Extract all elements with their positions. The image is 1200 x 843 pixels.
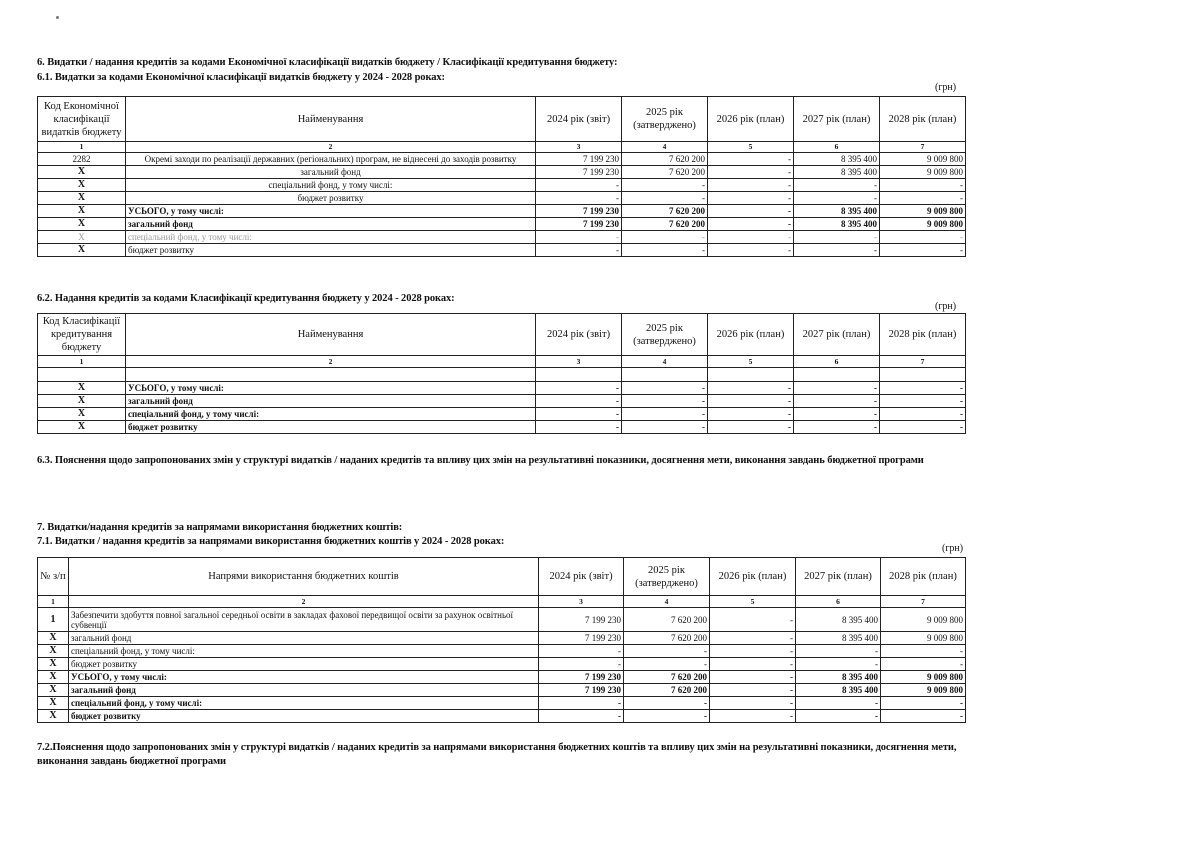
index-cell: 7	[880, 142, 966, 153]
value-2028: -	[880, 395, 966, 408]
table-row-total	[38, 205, 966, 218]
page-mark	[56, 16, 59, 19]
direction-cell: УСЬОГО, у тому числі:	[69, 671, 539, 684]
value-2027: -	[796, 710, 881, 723]
value-2025: -	[624, 710, 710, 723]
value-2025: -	[622, 421, 708, 434]
direction-cell: загальний фонд	[69, 632, 539, 645]
table-row	[38, 153, 966, 166]
header-2027: 2027 рік (план)	[796, 558, 881, 596]
value-2027: 8 395 400	[796, 684, 881, 697]
value-2028: -	[880, 408, 966, 421]
direction-cell: Забезпечити здобуття повної загальної середньої освіти в закладах фахової передвищої освіти за рахунок освітньої субвенції	[69, 608, 539, 632]
header-name: Найменування	[126, 314, 536, 356]
number-cell: X	[38, 658, 69, 671]
value-2027: -	[794, 244, 880, 257]
value-2024: -	[539, 710, 624, 723]
value-2025: -	[622, 179, 708, 192]
direction-cell: бюджет розвитку	[69, 658, 539, 671]
value-2026: -	[710, 671, 796, 684]
header-2025: 2025 рік (затверджено)	[622, 97, 708, 142]
name-cell: спеціальний фонд, у тому числі:	[126, 408, 536, 421]
value-2026: -	[708, 244, 794, 257]
table-row-total	[38, 382, 966, 395]
header-2027: 2027 рік (план)	[794, 97, 880, 142]
code-cell: X	[38, 395, 126, 408]
name-cell: загальний фонд	[126, 218, 536, 231]
value-2027: -	[794, 192, 880, 205]
index-cell: 7	[880, 356, 966, 368]
value-2025: 7 620 200	[622, 153, 708, 166]
table-row	[38, 244, 966, 257]
value-2024: 7 199 230	[536, 205, 622, 218]
code-cell: X	[38, 382, 126, 395]
section-6-title: 6. Видатки / надання кредитів за кодами Економічної класифікації видатків бюджету / Класифікації кредитування бюджету:	[37, 57, 618, 68]
value-2026: -	[708, 395, 794, 408]
table-7-1	[37, 557, 966, 723]
table-row	[38, 421, 966, 434]
value-2026: -	[710, 645, 796, 658]
direction-cell: загальний фонд	[69, 684, 539, 697]
value-2027: 8 395 400	[794, 166, 880, 179]
table-row	[38, 179, 966, 192]
name-cell: загальний фонд	[126, 395, 536, 408]
code-cell: X	[38, 231, 126, 244]
name-cell: бюджет розвитку	[126, 421, 536, 434]
code-cell: X	[38, 192, 126, 205]
index-cell: 7	[881, 596, 966, 608]
value-2024: -	[536, 231, 622, 244]
value-2028: -	[880, 382, 966, 395]
value-2024: -	[539, 645, 624, 658]
value-2028	[880, 368, 966, 382]
value-2024: -	[536, 244, 622, 257]
value-2028: -	[880, 179, 966, 192]
header-2028: 2028 рік (план)	[880, 314, 966, 356]
index-cell: 3	[539, 596, 624, 608]
unit-label: (грн)	[935, 82, 957, 93]
name-cell: бюджет розвитку	[126, 244, 536, 257]
table-header	[38, 314, 966, 356]
name-cell: УСЬОГО, у тому числі:	[126, 205, 536, 218]
value-2028: 9 009 800	[881, 608, 966, 632]
value-2024: -	[536, 382, 622, 395]
code-cell: X	[38, 421, 126, 434]
value-2028: -	[880, 244, 966, 257]
value-2027: 8 395 400	[794, 218, 880, 231]
value-2024: 7 199 230	[536, 153, 622, 166]
value-2028: 9 009 800	[880, 166, 966, 179]
header-2024: 2024 рік (звіт)	[536, 97, 622, 142]
number-cell: X	[38, 632, 69, 645]
table-row-empty	[38, 368, 966, 382]
value-2025: -	[624, 658, 710, 671]
section-6-1-title: 6.1. Видатки за кодами Економічної класифікації видатків бюджету у 2024 - 2028 роках:	[37, 72, 445, 83]
value-2024: -	[536, 395, 622, 408]
table-row	[38, 645, 966, 658]
value-2028: 9 009 800	[880, 218, 966, 231]
value-2025	[622, 368, 708, 382]
name-cell	[126, 368, 536, 382]
table-row	[38, 658, 966, 671]
index-cell: 6	[794, 356, 880, 368]
value-2027: 8 395 400	[794, 205, 880, 218]
value-2026: -	[710, 697, 796, 710]
value-2026: -	[708, 421, 794, 434]
value-2027: 8 395 400	[796, 608, 881, 632]
value-2027: -	[796, 697, 881, 710]
value-2028: -	[880, 192, 966, 205]
header-2026: 2026 рік (план)	[710, 558, 796, 596]
table-row-total	[38, 671, 966, 684]
index-cell: 5	[708, 356, 794, 368]
name-cell: спеціальний фонд, у тому числі:	[126, 231, 536, 244]
header-code: Код Економічної класифікації видатків бюджету	[38, 97, 126, 142]
name-cell: спеціальний фонд, у тому числі:	[126, 179, 536, 192]
value-2025: -	[622, 192, 708, 205]
table-header	[38, 97, 966, 142]
table-row	[38, 166, 966, 179]
value-2027: -	[794, 231, 880, 244]
value-2027	[794, 368, 880, 382]
code-cell: X	[38, 179, 126, 192]
header-2028: 2028 рік (план)	[880, 97, 966, 142]
value-2024: -	[536, 192, 622, 205]
index-cell: 6	[794, 142, 880, 153]
section-7-title: 7. Видатки/надання кредитів за напрямами використання бюджетних коштів:	[37, 522, 403, 533]
name-cell: загальний фонд	[126, 166, 536, 179]
value-2028: -	[880, 421, 966, 434]
index-cell: 3	[536, 356, 622, 368]
index-cell: 5	[710, 596, 796, 608]
direction-cell: спеціальний фонд, у тому числі:	[69, 697, 539, 710]
index-cell: 4	[622, 356, 708, 368]
value-2026: -	[710, 684, 796, 697]
value-2025: -	[622, 231, 708, 244]
index-row	[38, 356, 966, 368]
index-cell: 2	[126, 142, 536, 153]
index-cell: 4	[622, 142, 708, 153]
value-2028: -	[881, 697, 966, 710]
number-cell: X	[38, 671, 69, 684]
header-2024: 2024 рік (звіт)	[539, 558, 624, 596]
index-row	[38, 596, 966, 608]
code-cell: X	[38, 244, 126, 257]
value-2025: 7 620 200	[624, 632, 710, 645]
table-row	[38, 697, 966, 710]
header-2027: 2027 рік (план)	[794, 314, 880, 356]
value-2027: 8 395 400	[796, 671, 881, 684]
value-2025: -	[622, 395, 708, 408]
value-2025: -	[624, 697, 710, 710]
value-2026	[708, 368, 794, 382]
direction-cell: бюджет розвитку	[69, 710, 539, 723]
value-2028: -	[881, 645, 966, 658]
direction-cell: спеціальний фонд, у тому числі:	[69, 645, 539, 658]
value-2027: -	[796, 658, 881, 671]
table-row	[38, 192, 966, 205]
header-2026: 2026 рік (план)	[708, 97, 794, 142]
value-2025: -	[624, 645, 710, 658]
section-7-2-title-line1: 7.2.Пояснення щодо запропонованих змін у структурі видатків / наданих кредитів за напрямами використання бюджетних коштів та впливу цих змін на результативні показники, досягнення мети,	[37, 742, 957, 753]
code-cell	[38, 368, 126, 382]
number-cell: X	[38, 684, 69, 697]
value-2025: 7 620 200	[622, 205, 708, 218]
code-cell: 2282	[38, 153, 126, 166]
table-row	[38, 710, 966, 723]
table-6-2	[37, 313, 966, 434]
value-2026: -	[708, 382, 794, 395]
unit-label: (грн)	[935, 301, 957, 312]
name-cell: УСЬОГО, у тому числі:	[126, 382, 536, 395]
table-6-1	[37, 96, 966, 257]
header-2024: 2024 рік (звіт)	[536, 314, 622, 356]
value-2028: 9 009 800	[881, 671, 966, 684]
table-row	[38, 684, 966, 697]
value-2028: 9 009 800	[880, 205, 966, 218]
index-cell: 2	[69, 596, 539, 608]
table-header	[38, 558, 966, 596]
number-cell: 1	[38, 608, 69, 632]
value-2024: -	[539, 658, 624, 671]
value-2024: 7 199 230	[539, 632, 624, 645]
table-row	[38, 218, 966, 231]
header-2025: 2025 рік (затверджено)	[624, 558, 710, 596]
header-direction: Напрями використання бюджетних коштів	[69, 558, 539, 596]
value-2024: 7 199 230	[536, 166, 622, 179]
name-cell: Окремі заходи по реалізації державних (регіональних) програм, не віднесені до заходів розвитку	[126, 153, 536, 166]
value-2024: 7 199 230	[539, 684, 624, 697]
index-cell: 1	[38, 142, 126, 153]
value-2027: -	[794, 382, 880, 395]
header-number: № з/п	[38, 558, 69, 596]
value-2025: -	[622, 244, 708, 257]
value-2027: -	[794, 179, 880, 192]
table-row	[38, 632, 966, 645]
code-cell: X	[38, 205, 126, 218]
value-2026: -	[708, 408, 794, 421]
number-cell: X	[38, 710, 69, 723]
value-2025: -	[622, 408, 708, 421]
value-2028: -	[881, 658, 966, 671]
value-2026: -	[708, 205, 794, 218]
header-2028: 2028 рік (план)	[881, 558, 966, 596]
value-2025: 7 620 200	[624, 684, 710, 697]
value-2025: 7 620 200	[624, 671, 710, 684]
name-cell: бюджет розвитку	[126, 192, 536, 205]
value-2026: -	[708, 218, 794, 231]
code-cell: X	[38, 218, 126, 231]
number-cell: X	[38, 697, 69, 710]
value-2024: 7 199 230	[536, 218, 622, 231]
value-2026: -	[708, 166, 794, 179]
value-2027: -	[794, 408, 880, 421]
value-2024: -	[536, 408, 622, 421]
header-name: Найменування	[126, 97, 536, 142]
value-2025: 7 620 200	[622, 218, 708, 231]
value-2028: 9 009 800	[881, 632, 966, 645]
value-2024: -	[539, 697, 624, 710]
value-2028: -	[881, 710, 966, 723]
value-2026: -	[710, 632, 796, 645]
code-cell: X	[38, 166, 126, 179]
value-2024: -	[536, 421, 622, 434]
value-2026: -	[708, 153, 794, 166]
value-2026: -	[710, 658, 796, 671]
code-cell: X	[38, 408, 126, 421]
table-row	[38, 608, 966, 632]
value-2024: 7 199 230	[539, 608, 624, 632]
table-row	[38, 395, 966, 408]
table-row	[38, 231, 966, 244]
table-row	[38, 408, 966, 421]
value-2025: 7 620 200	[624, 608, 710, 632]
index-cell: 1	[38, 596, 69, 608]
value-2026: -	[708, 231, 794, 244]
value-2026: -	[710, 710, 796, 723]
section-6-2-title: 6.2. Надання кредитів за кодами Класифікації кредитування бюджету у 2024 - 2028 роках:	[37, 293, 455, 304]
index-cell: 5	[708, 142, 794, 153]
value-2025: -	[622, 382, 708, 395]
value-2024: 7 199 230	[539, 671, 624, 684]
value-2026: -	[708, 192, 794, 205]
value-2024	[536, 368, 622, 382]
value-2026: -	[708, 179, 794, 192]
value-2027: 8 395 400	[796, 632, 881, 645]
index-cell: 1	[38, 356, 126, 368]
index-cell: 4	[624, 596, 710, 608]
value-2028: 9 009 800	[881, 684, 966, 697]
value-2028: -	[880, 231, 966, 244]
value-2027: -	[794, 421, 880, 434]
header-2025: 2025 рік (затверджено)	[622, 314, 708, 356]
value-2027: 8 395 400	[794, 153, 880, 166]
value-2027: -	[794, 395, 880, 408]
value-2025: 7 620 200	[622, 166, 708, 179]
section-7-1-title: 7.1. Видатки / надання кредитів за напрямами використання бюджетних коштів у 2024 - 2028 роках:	[37, 536, 505, 547]
section-7-2-title-line2: виконання завдань бюджетної програми	[37, 756, 226, 767]
header-2026: 2026 рік (план)	[708, 314, 794, 356]
index-cell: 2	[126, 356, 536, 368]
section-6-3-title: 6.3. Пояснення щодо запропонованих змін у структурі видатків / наданих кредитів та впливу цих змін на результативні показники, досягнення мети, виконання завдань бюджетної програми	[37, 455, 924, 466]
value-2026: -	[710, 608, 796, 632]
index-row	[38, 142, 966, 153]
value-2027: -	[796, 645, 881, 658]
index-cell: 3	[536, 142, 622, 153]
unit-label: (грн)	[942, 543, 964, 554]
header-code: Код Класифікації кредитування бюджету	[38, 314, 126, 356]
value-2028: 9 009 800	[880, 153, 966, 166]
number-cell: X	[38, 645, 69, 658]
index-cell: 6	[796, 596, 881, 608]
value-2024: -	[536, 179, 622, 192]
